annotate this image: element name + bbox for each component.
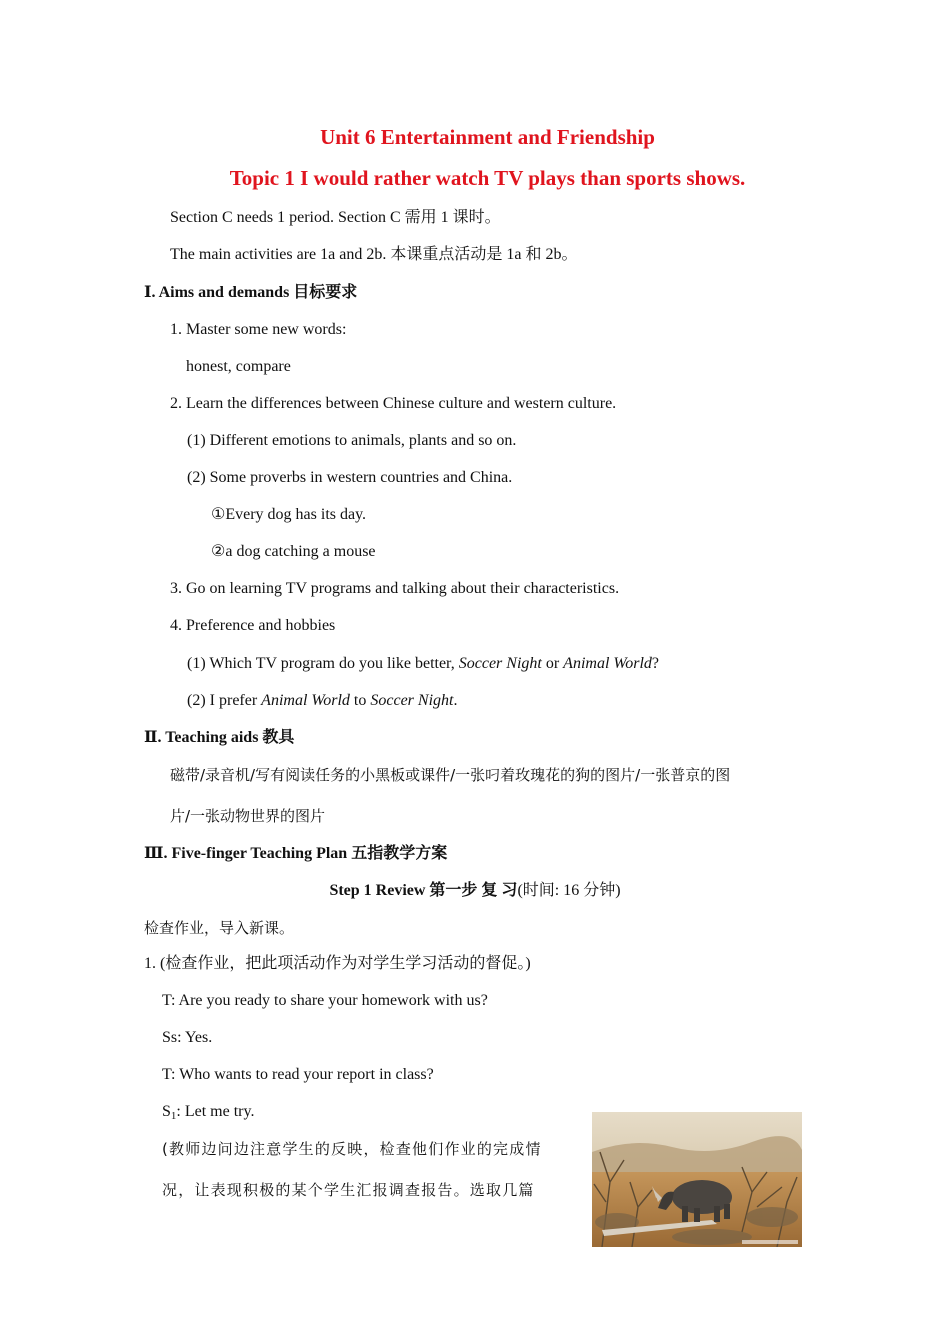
section-aids-heading: Ⅱ. Teaching aids 教具 bbox=[144, 729, 295, 746]
text-run: or bbox=[541, 655, 564, 672]
program-name: Animal World bbox=[261, 692, 350, 709]
dialogue-line: T: Are you ready to share your homework with us? bbox=[162, 992, 488, 1009]
proverb-2: ②a dog catching a mouse bbox=[211, 543, 376, 560]
text-run: . bbox=[453, 692, 458, 709]
step1-heading bbox=[0, 881, 950, 901]
text-run: to bbox=[349, 692, 371, 709]
dialogue-line-s1 bbox=[162, 1102, 254, 1126]
aim-item-2: 2. Learn the differences between Chinese culture and western culture. bbox=[170, 395, 617, 412]
text-run: (2) I prefer bbox=[187, 692, 262, 709]
step1-intro: 检查作业，导入新课。 bbox=[144, 919, 295, 937]
rhino-photo-illustration bbox=[592, 1112, 802, 1247]
aim-item-2-sub-1: (1) Different emotions to animals, plants and so on. bbox=[187, 432, 517, 449]
aim-item-1-words: honest, compare bbox=[186, 358, 291, 375]
intro-period: Section C needs 1 period. Section C 需用 1 课时。 bbox=[170, 209, 501, 226]
rhino-photo bbox=[592, 1112, 802, 1247]
proverb-1: ①Every dog has its day. bbox=[211, 506, 367, 523]
aim-item-4-sub-2 bbox=[187, 691, 457, 711]
text-run: (1) Which TV program do you like better, bbox=[187, 655, 459, 672]
teacher-note-line-2: 况，让表现积极的某个学生汇报调查报告。选取几篇 bbox=[162, 1181, 535, 1199]
section-plan-heading: Ⅲ. Five-finger Teaching Plan 五指教学方案 bbox=[144, 845, 448, 862]
dialogue-line: Ss: Yes. bbox=[162, 1029, 213, 1046]
aids-text-line-1: 磁带/录音机/写有阅读任务的小黑板或课件/一张叼着玫瑰花的狗的图片/一张普京的图 bbox=[170, 766, 731, 784]
aids-text-line-2: 片/一张动物世界的图片 bbox=[170, 807, 326, 825]
speaker-label: S bbox=[162, 1103, 171, 1120]
program-name: Soccer Night bbox=[458, 655, 542, 672]
unit-title: Unit 6 Entertainment and Friendship bbox=[320, 125, 655, 149]
step1-time: (时间: 16 分钟) bbox=[517, 882, 621, 899]
speaker-subscript: 1 bbox=[170, 1110, 177, 1122]
aim-item-3: 3. Go on learning TV programs and talking about their characteristics. bbox=[170, 580, 620, 597]
aim-item-2-sub-2: (2) Some proverbs in western countries and China. bbox=[187, 469, 513, 486]
intro-activities: The main activities are 1a and 2b. 本课重点活动是 1a 和 2b。 bbox=[170, 246, 578, 263]
topic-title: Topic 1 I would rather watch TV plays than sports shows. bbox=[229, 166, 746, 190]
teacher-note-line-1: (教师边问边注意学生的反映，检查他们作业的完成情 bbox=[162, 1140, 542, 1158]
aim-item-1: 1. Master some new words: bbox=[170, 321, 347, 338]
step1-item-1: 1. (检查作业，把此项活动作为对学生学习活动的督促。) bbox=[144, 955, 531, 972]
step1-title: Step 1 Review 第一步 复 习 bbox=[329, 882, 518, 899]
dialogue-line: T: Who wants to read your report in class? bbox=[162, 1066, 434, 1083]
program-name: Soccer Night bbox=[370, 692, 454, 709]
speaker-text: : Let me try. bbox=[176, 1103, 255, 1120]
aim-item-4: 4. Preference and hobbies bbox=[170, 617, 336, 634]
aim-item-4-sub-1 bbox=[187, 654, 659, 674]
text-run: ? bbox=[651, 655, 660, 672]
program-name: Animal World bbox=[563, 655, 652, 672]
section-aims-heading: Ⅰ. Aims and demands 目标要求 bbox=[144, 284, 358, 301]
